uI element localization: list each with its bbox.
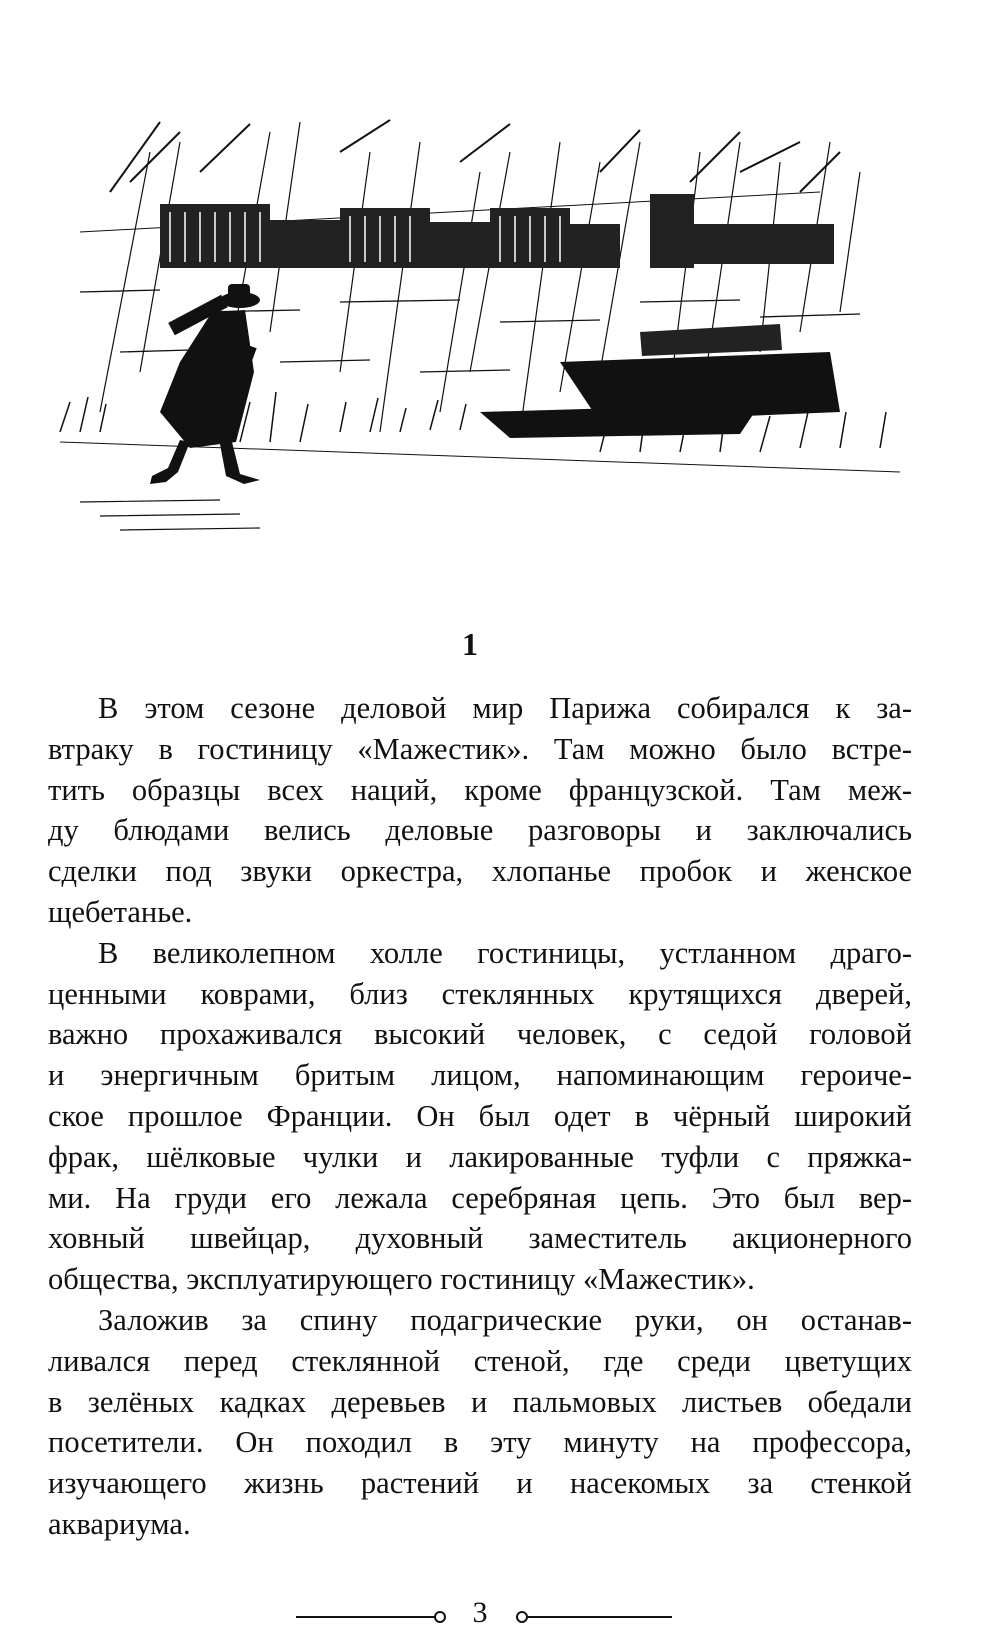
text-line: втраку в гостиницу «Мажестик». Там можно было встре- [48,731,912,766]
text-line: ховный швейцар, духовный заместитель акционерного [48,1221,912,1256]
text-line: изучающего жизнь растений и насекомых за стенкой [48,1466,912,1501]
page-footer [0,1596,940,1636]
text-line: тить образцы всех наций, кроме французской. Там меж- [48,772,912,807]
paragraph [48,933,912,1300]
text-line: В этом сезоне деловой мир Парижа собирался к за- [98,691,912,725]
text-line: общества, эксплуатирующего гостиницу «Мажестик». [48,1262,755,1297]
footer-ornament-right-icon [516,1611,528,1623]
rainy-riverside-illustration [40,112,920,544]
footer-rule-left [296,1616,440,1618]
paragraph [48,688,912,933]
chapter-text [48,688,912,1545]
text-line: ценными коврами, близ стеклянных крутящихся дверей, [48,976,912,1011]
text-line: В великолепном холле гостиницы, устланном драго- [98,935,912,970]
paragraph [48,1300,912,1545]
text-line: ду блюдами велись деловые разговоры и заключались [48,813,912,848]
text-line: Заложив за спину подагрические руки, он останав- [98,1302,912,1337]
text-line: ское прошлое Франции. Он был одет в чёрный широкий [48,1098,912,1133]
page-number: 3 [472,1596,488,1629]
chapter-number: 1 [462,626,478,662]
text-line: щебетанье. [48,894,193,929]
text-line: аквариума. [48,1506,191,1541]
footer-ornament-left-icon [434,1611,446,1623]
chapter-illustration [40,112,920,544]
text-line: посетители. Он походил в эту минуту на профессора, [48,1425,912,1460]
text-line: в зелёных кадках деревьев и пальмовых листьев обедали [48,1384,912,1419]
text-line: и энергичным бритым лицом, напоминающим героиче- [48,1058,912,1093]
text-line: сделки под звуки оркестра, хлопанье пробок и женское [48,854,912,889]
text-line: важно прохаживался высокий человек, с седой головой [48,1017,912,1052]
text-line: фрак, шёлковые чулки и лакированные туфли с пряжка- [48,1139,912,1174]
footer-rule-right [528,1616,672,1618]
text-line: ливался перед стеклянной стеной, где среди цветущих [48,1343,912,1378]
text-line: ми. На груди его лежала серебряная цепь. Это был вер- [48,1180,912,1215]
